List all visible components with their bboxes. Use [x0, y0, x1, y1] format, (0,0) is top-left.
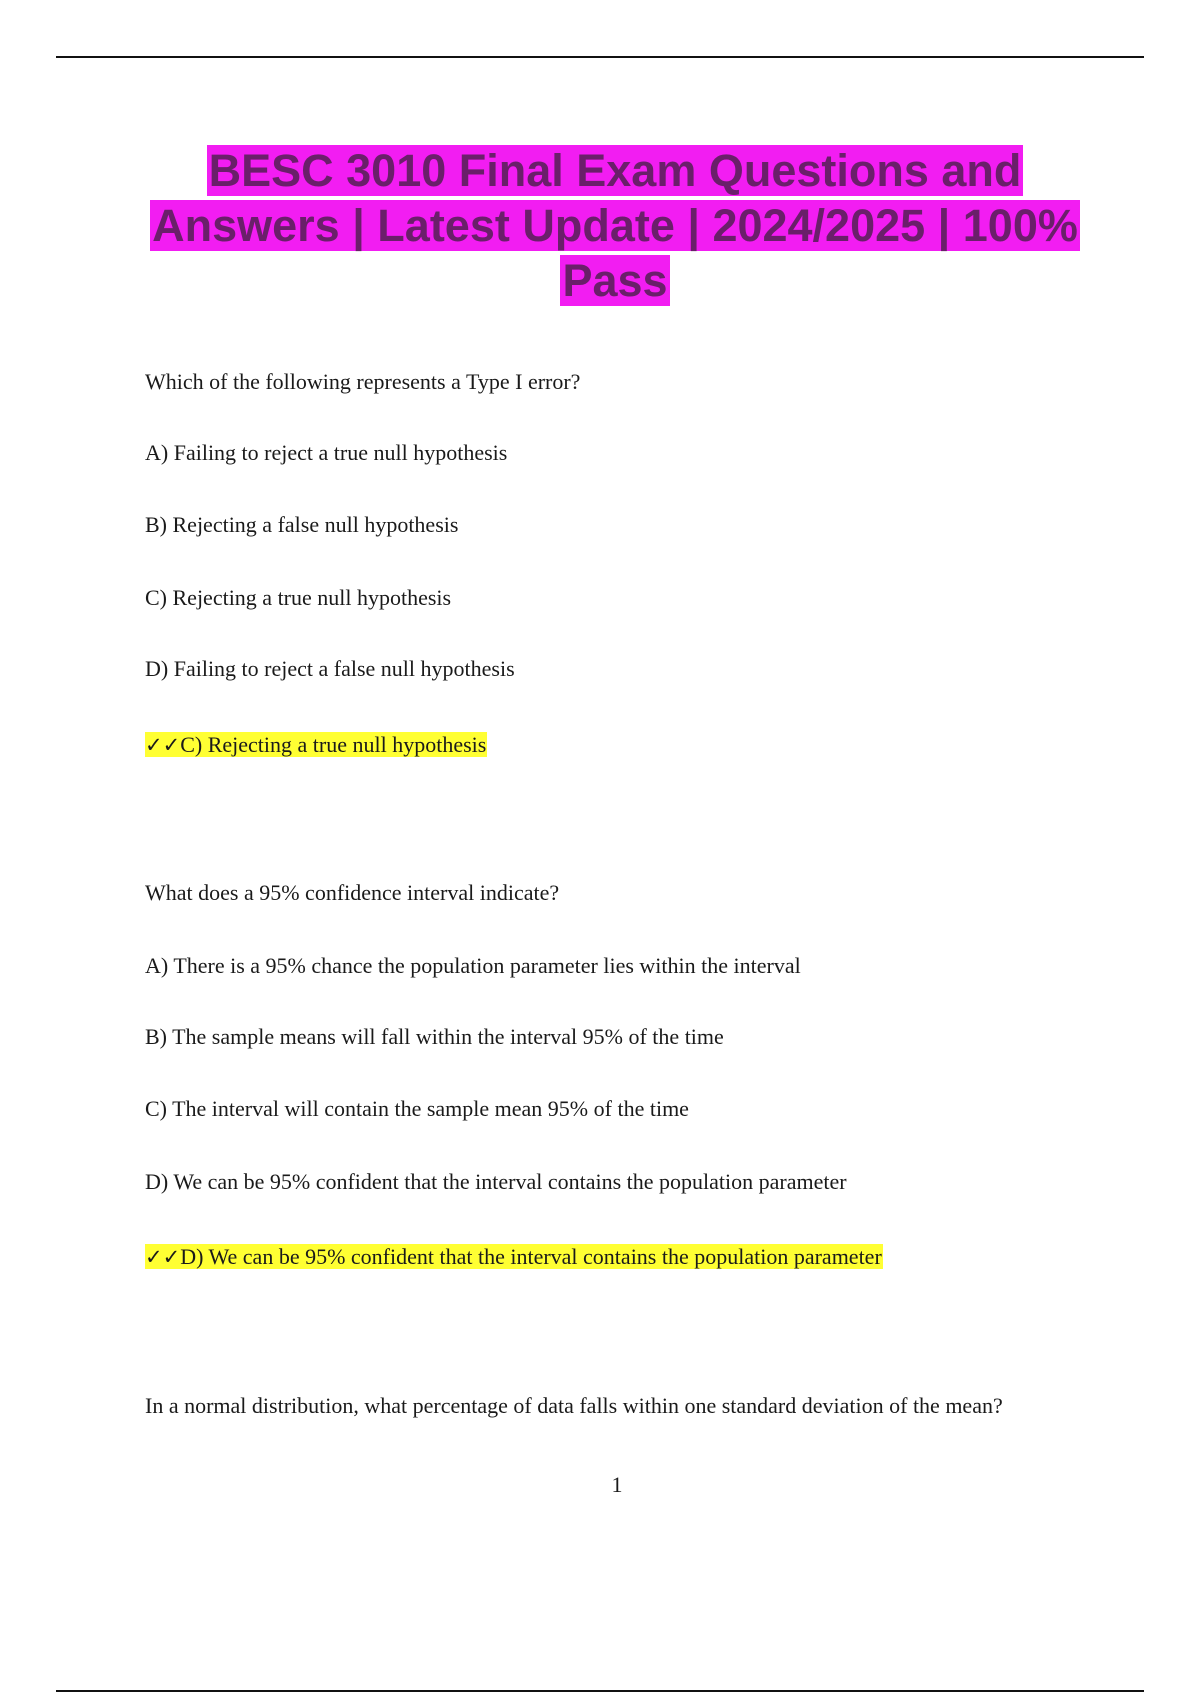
question-2-option-c: C) The interval will contain the sample mean 95% of the time [145, 1096, 689, 1121]
question-2-option-a: A) There is a 95% chance the population parameter lies within the interval [145, 953, 801, 978]
answer-highlight [145, 732, 487, 757]
question-3-text: In a normal distribution, what percentage of data falls within one standard deviation of the mean? [145, 1393, 1003, 1418]
question-2-answer-text: D) We can be 95% confident that the interval contains the population parameter [180, 1244, 882, 1269]
question-1-option-d: D) Failing to reject a false null hypothesis [145, 656, 515, 681]
question-1-answer [145, 731, 487, 759]
question-1-option-c: C) Rejecting a true null hypothesis [145, 585, 452, 610]
double-check-icon: ✓✓ [145, 1245, 181, 1269]
question-1-text: Which of the following represents a Type I error? [145, 369, 581, 394]
question-2-option-d: D) We can be 95% confident that the interval contains the population parameter [145, 1169, 847, 1194]
question-2-option-b: B) The sample means will fall within the interval 95% of the time [145, 1024, 724, 1049]
question-2-text: What does a 95% confidence interval indicate? [145, 880, 560, 905]
question-1-option-a: A) Failing to reject a true null hypothesis [145, 440, 508, 465]
question-1-option-b: B) Rejecting a false null hypothesis [145, 512, 459, 537]
question-2-answer [145, 1243, 883, 1271]
bottom-rule [56, 1690, 1144, 1692]
document-title [150, 143, 1080, 308]
page-number: 1 [611, 1472, 623, 1497]
title-highlight: BESC 3010 Final Exam Questions and Answers | Latest Update | 2024/2025 | 100% Pass [152, 145, 1078, 306]
double-check-icon: ✓✓ [145, 733, 181, 757]
top-rule [56, 56, 1144, 58]
answer-highlight [145, 1244, 883, 1269]
question-1-answer-text: C) Rejecting a true null hypothesis [180, 732, 487, 757]
